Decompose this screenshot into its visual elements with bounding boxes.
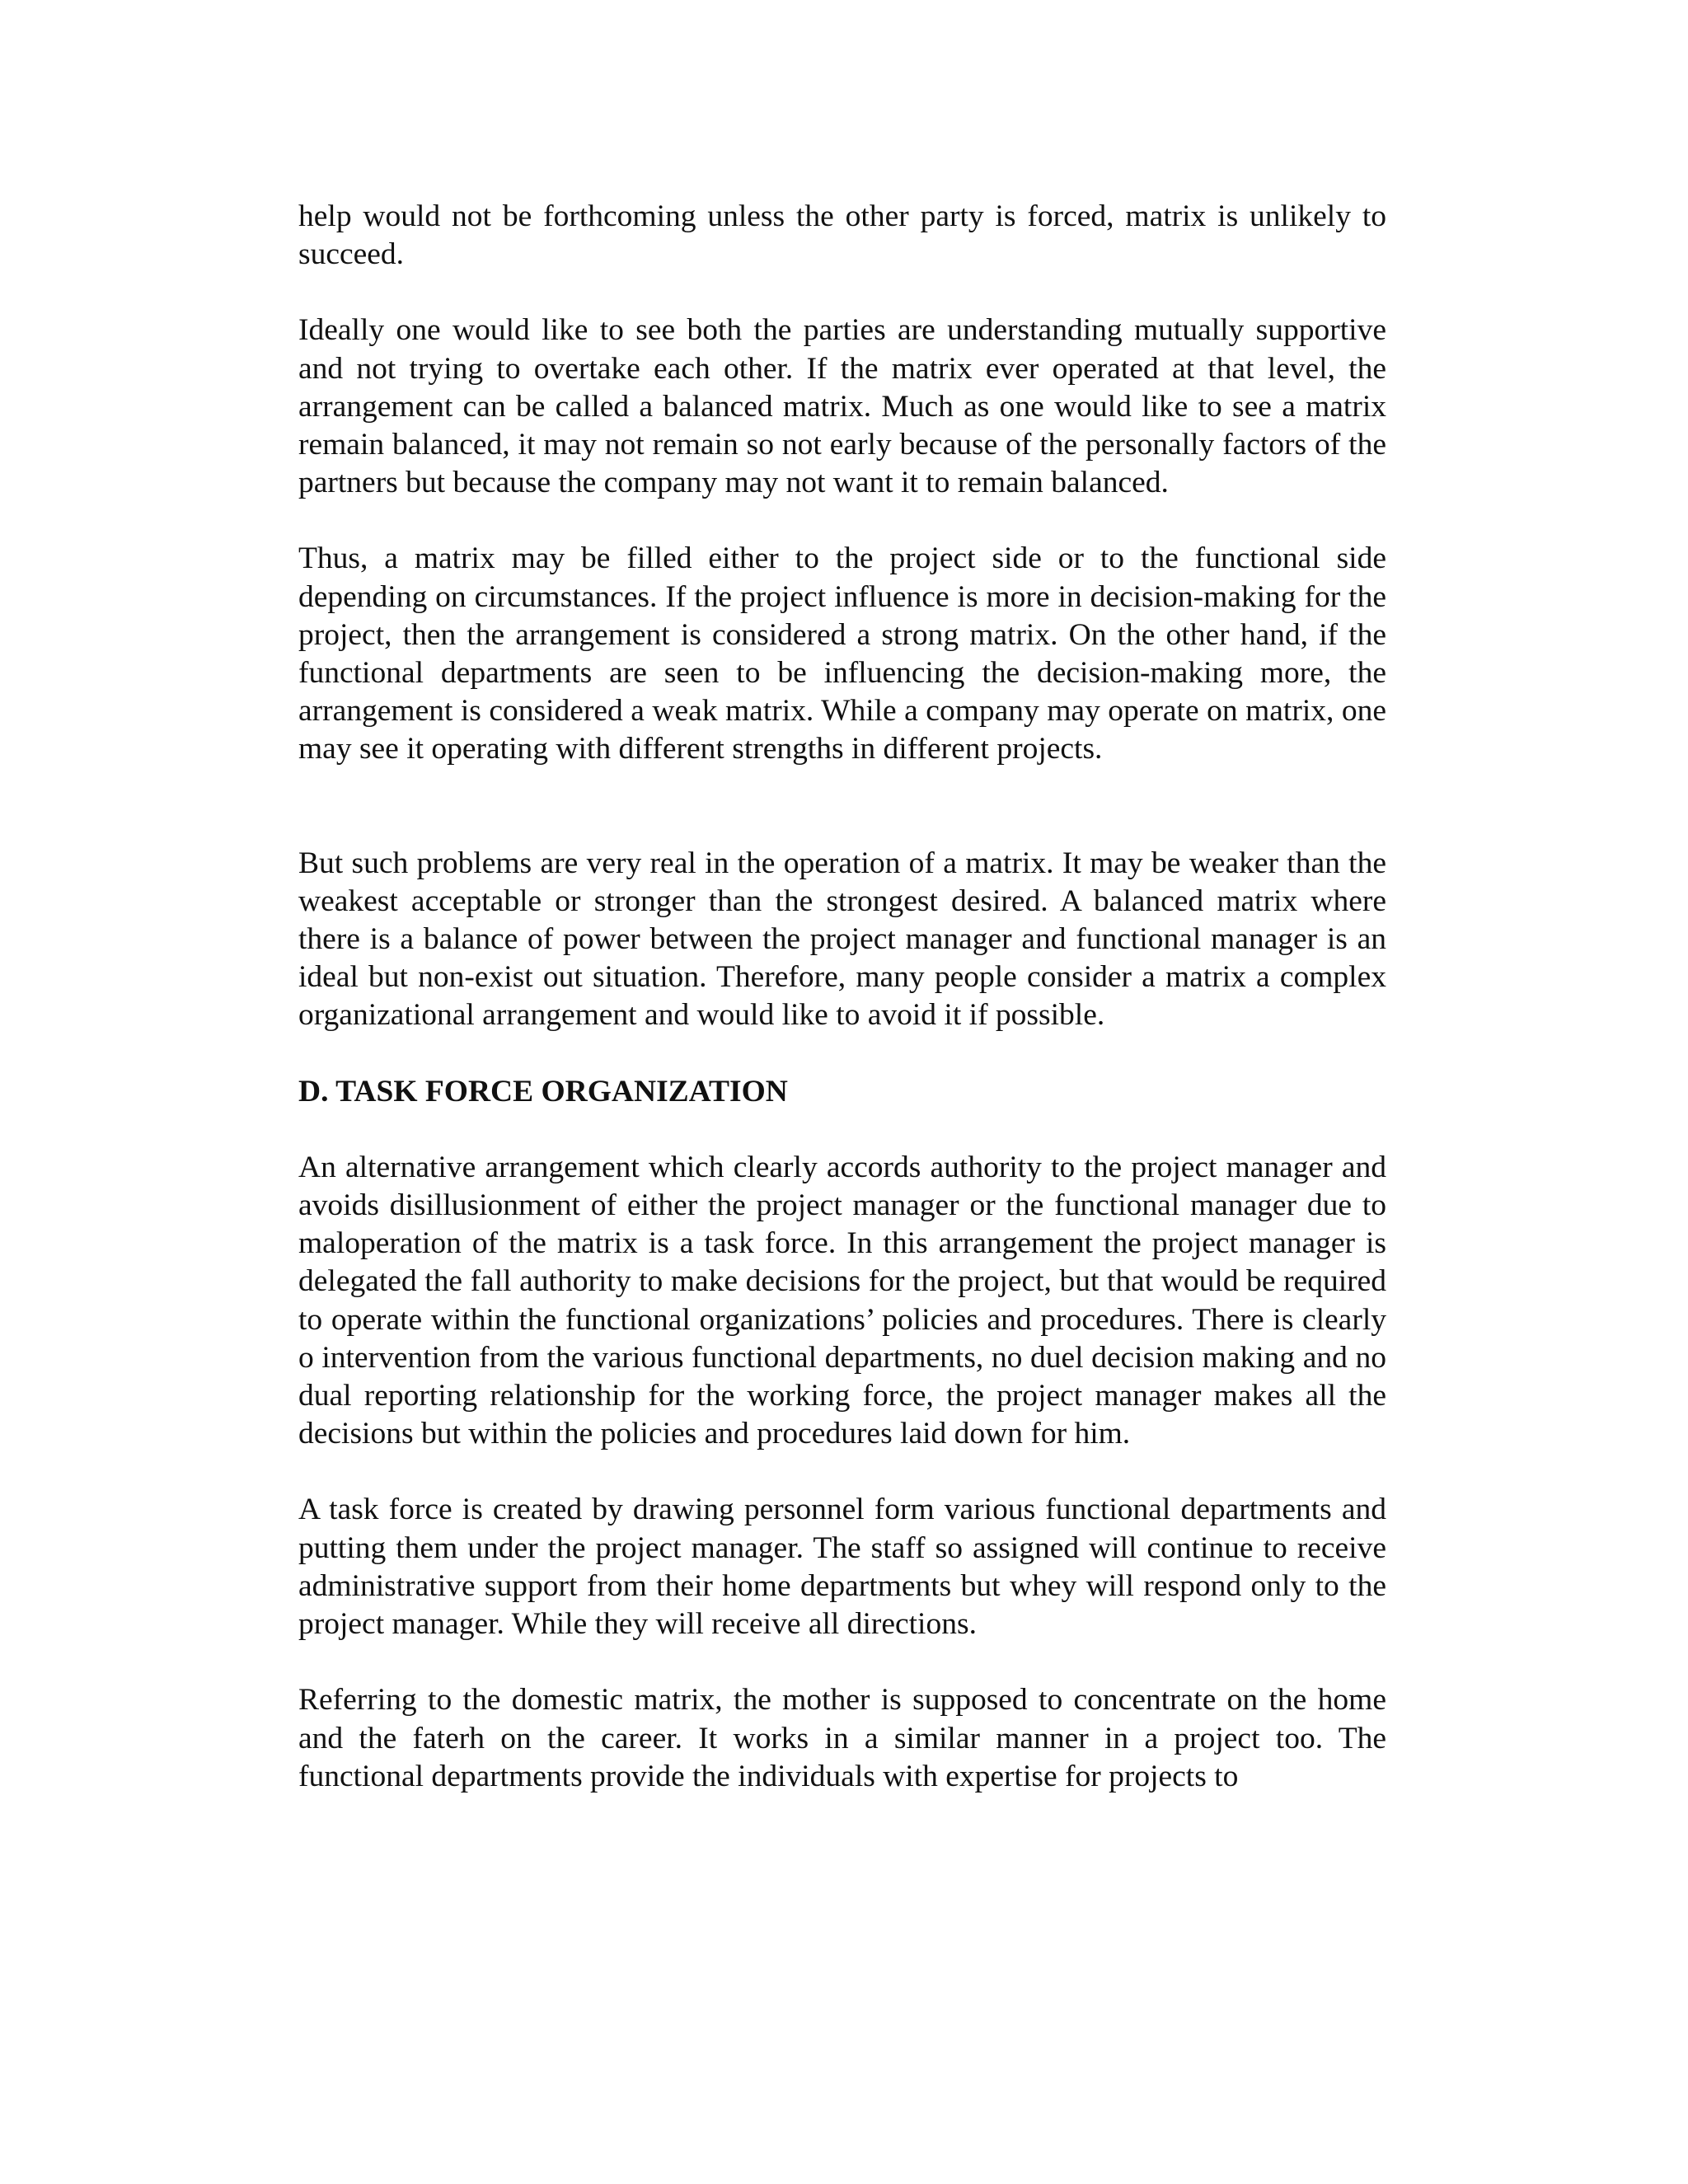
paragraph-task-force-creation: A task force is created by drawing personnel form various functional departments and putting them under the project manager. The staff so assigned will continue to receive administrative support from their home departments but whey will respond only to the project manager. While they will receive all directions. <box>298 1493 1386 1642</box>
paragraph-task-force-authority: An alternative arrangement which clearly accords authority to the project manager and avoids disillusionment of either the project manager or the functional manager due to maloperation of the matrix is a task force. In this arrangement the project manager is delegated the fall authority to make decisions for the project, but that would be required to operate within the functional organizations’ policies and procedures. There is clearly o intervention from the various functional departments, no duel decision making and no dual reporting relationship for the working force, the project manager makes all the decisions but within the policies and procedures laid down for him. <box>298 1150 1386 1451</box>
document-page <box>298 198 1386 1796</box>
section-heading: D. TASK FORCE ORGANIZATION <box>298 1074 788 1108</box>
paragraph-matrix-problems: But such problems are very real in the operation of a matrix. It may be weaker than the weakest acceptable or stronger than the strongest desired. A balanced matrix where there is a balance of power between the project manager and functional manager is an ideal but non-exist out situation. Therefore, many people consider a matrix a complex organizational arrangement and would like to avoid it if possible. <box>298 846 1386 1033</box>
paragraph-strong-weak-matrix: Thus, a matrix may be filled either to the project side or to the functional side depending on circumstances. If the project influence is more in decision-making for the project, then the arrangement is considered a strong matrix. On the other hand, if the functional departments are seen to be influencing the decision-making more, the arrangement is considered a weak matrix. While a company may operate on matrix, one may see it operating with different strengths in different projects. <box>298 541 1386 766</box>
paragraph-matrix-help: help would not be forthcoming unless the other party is forced, matrix is unlikely to succeed. <box>298 199 1386 272</box>
paragraph-domestic-matrix: Referring to the domestic matrix, the mother is supposed to concentrate on the home and the faterh on the career. It works in a similar manner in a project too. The functional departments provide the individuals with expertise for projects to <box>298 1683 1386 1793</box>
paragraph-balanced-matrix: Ideally one would like to see both the parties are understanding mutually supportive and not trying to overtake each other. If the matrix ever operated at that level, the arrangement can be called a balanced matrix. Much as one would like to see a matrix remain balanced, it may not remain so not early because of the personally factors of the partners but because the company may not want it to remain balanced. <box>298 313 1386 500</box>
